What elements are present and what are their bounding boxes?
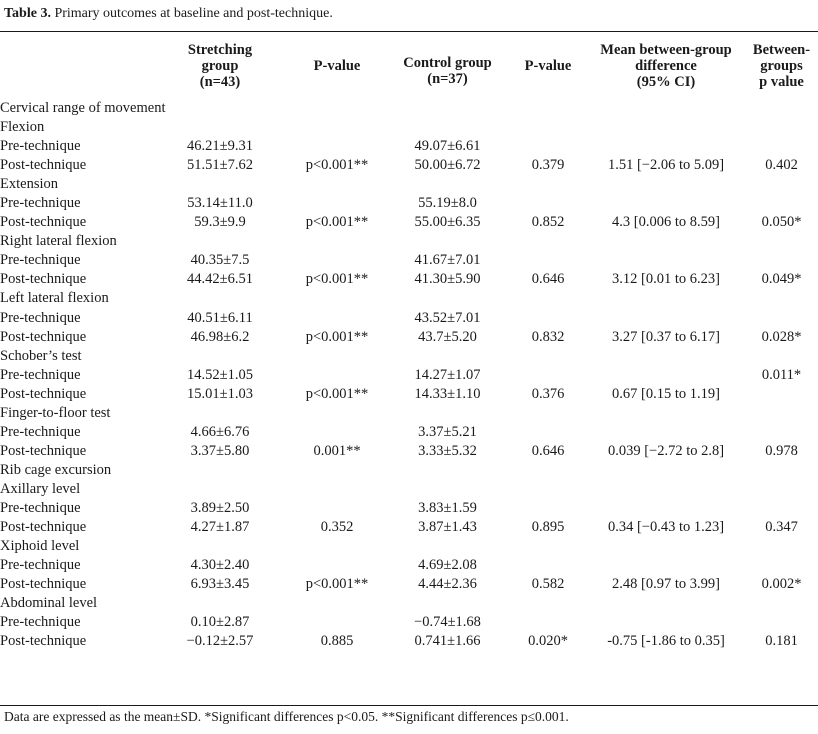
table-row — [0, 251, 818, 270]
table-row — [0, 385, 818, 404]
mean-difference: 4.3 [0.006 to 8.59] — [612, 214, 720, 231]
table-header — [0, 33, 818, 99]
between-groups-p-value — [745, 556, 818, 575]
between-groups-p-value — [745, 251, 818, 270]
stretching-value: 46.21±9.31 — [187, 138, 253, 155]
row-label: Pre-technique — [0, 557, 81, 574]
stretching-p-value: p<0.001** — [305, 576, 369, 593]
table-row — [0, 499, 818, 518]
table-title: Primary outcomes at baseline and post-technique. — [50, 6, 333, 21]
between-groups-p-value: 0.011* — [761, 366, 802, 383]
control-value: 14.33±1.10 — [414, 385, 481, 402]
control-value: 55.19±8.0 — [418, 195, 477, 212]
section-row — [0, 461, 818, 480]
row-label: Post-technique — [0, 576, 87, 593]
stretching-value: 3.37±5.80 — [190, 442, 250, 459]
section-row — [0, 594, 818, 613]
section-row — [0, 175, 818, 194]
stretching-value: 4.66±6.76 — [190, 423, 250, 440]
control-p-value — [509, 613, 587, 632]
control-p-value: 0.020* — [528, 633, 568, 650]
stretching-p-value — [288, 423, 386, 442]
table-row — [0, 366, 818, 385]
row-label: Pre-technique — [0, 366, 81, 383]
control-p-value — [509, 423, 587, 442]
table-row — [0, 270, 818, 289]
mean-difference: -0.75 [-1.86 to 0.35] — [607, 633, 725, 650]
between-groups-p-value — [745, 385, 818, 404]
section-label: Abdominal level — [0, 595, 98, 612]
control-value: 4.44±2.36 — [418, 576, 477, 593]
row-label: Post-technique — [0, 271, 87, 288]
bottom-rule — [0, 705, 818, 706]
stretching-value: 4.27±1.87 — [190, 519, 250, 536]
stretching-value: 14.52±1.05 — [187, 366, 253, 383]
between-groups-p-value: 0.402 — [765, 157, 798, 174]
mean-difference — [587, 194, 745, 213]
between-groups-p-value: 0.347 — [765, 519, 798, 536]
table-row — [0, 575, 818, 594]
section-label: Extension — [0, 176, 58, 193]
stretching-value: 53.14±11.0 — [187, 195, 253, 212]
row-label: Post-technique — [0, 519, 87, 536]
stretching-p-value — [288, 556, 386, 575]
row-label: Pre-technique — [0, 195, 81, 212]
mean-difference: 0.67 [0.15 to 1.19] — [612, 385, 720, 402]
stretching-value: 3.89±2.50 — [190, 500, 250, 516]
mean-difference: 1.51 [−2.06 to 5.09] — [607, 157, 725, 174]
stretching-p-value: 0.352 — [320, 519, 354, 536]
header-p-value-stretching: P-value — [313, 58, 361, 74]
control-value: 3.87±1.43 — [418, 519, 477, 536]
control-value: 0.741±1.66 — [414, 633, 481, 650]
control-value: 50.00±6.72 — [414, 157, 481, 174]
mean-difference — [587, 366, 745, 385]
control-value: 3.83±1.59 — [418, 500, 477, 516]
section-label: Cervical range of movement — [0, 100, 166, 117]
stretching-value: 4.30±2.40 — [190, 557, 250, 574]
row-label: Post-technique — [0, 633, 87, 650]
table-body — [0, 99, 818, 651]
control-value: 3.33±5.32 — [418, 442, 477, 459]
stretching-value: 6.93±3.45 — [190, 576, 250, 593]
row-label: Pre-technique — [0, 500, 81, 516]
section-row — [0, 232, 818, 251]
section-label: Flexion — [0, 119, 45, 136]
stretching-value: 59.3±9.9 — [194, 214, 246, 231]
section-label: Axillary level — [0, 480, 81, 497]
stretching-p-value: p<0.001** — [305, 271, 369, 288]
control-p-value — [509, 194, 587, 213]
stretching-value: 40.35±7.5 — [190, 252, 250, 269]
row-label: Post-technique — [0, 157, 87, 174]
table-row — [0, 194, 818, 213]
mean-difference — [587, 423, 745, 442]
between-groups-p-value — [745, 613, 818, 632]
mean-difference — [587, 137, 745, 156]
stretching-p-value: 0.001** — [313, 442, 361, 459]
stretching-p-value — [288, 137, 386, 156]
stretching-p-value: p<0.001** — [305, 157, 369, 174]
table-row — [0, 328, 818, 347]
section-label: Right lateral flexion — [0, 233, 117, 250]
table-row — [0, 156, 818, 175]
control-p-value: 0.379 — [531, 157, 565, 174]
between-groups-p-value — [745, 309, 818, 328]
between-groups-p-value: 0.002* — [761, 576, 802, 593]
section-row — [0, 289, 818, 308]
mean-difference: 0.039 [−2.72 to 2.8] — [607, 442, 725, 459]
between-groups-p-value — [745, 137, 818, 156]
stretching-p-value — [288, 366, 386, 385]
header-p-value-control: P-value — [524, 58, 572, 74]
mean-difference — [587, 251, 745, 270]
row-label: Post-technique — [0, 214, 87, 231]
row-label: Pre-technique — [0, 252, 81, 269]
stretching-p-value — [288, 499, 386, 518]
stretching-value: 15.01±1.03 — [187, 385, 253, 402]
section-label: Left lateral flexion — [0, 290, 109, 307]
table-row — [0, 518, 818, 537]
control-value: 43.7±5.20 — [418, 328, 477, 345]
between-groups-p-value — [745, 423, 818, 442]
header-stretching-group: Stretching group (n=43) — [187, 42, 253, 90]
table-caption — [4, 5, 333, 23]
stretching-value: 40.51±6.11 — [187, 309, 253, 326]
between-groups-p-value: 0.181 — [765, 633, 798, 650]
section-row — [0, 99, 818, 118]
control-p-value: 0.646 — [531, 442, 565, 459]
control-p-value: 0.646 — [531, 271, 565, 288]
row-label: Pre-technique — [0, 138, 81, 155]
stretching-p-value — [288, 251, 386, 270]
between-groups-p-value: 0.049* — [761, 271, 802, 288]
stretching-p-value: p<0.001** — [305, 328, 369, 345]
stretching-p-value: p<0.001** — [305, 214, 369, 231]
section-row — [0, 537, 818, 556]
top-rule — [0, 31, 818, 32]
table-row — [0, 213, 818, 232]
control-value: 4.69±2.08 — [418, 557, 477, 574]
control-value: 41.30±5.90 — [414, 271, 481, 288]
control-p-value: 0.895 — [531, 519, 565, 536]
control-value: 55.00±6.35 — [414, 214, 481, 231]
control-value: 49.07±6.61 — [414, 138, 481, 155]
control-p-value: 0.832 — [531, 328, 565, 345]
table-footnote: Data are expressed as the mean±SD. *Significant differences p<0.05. **Significant differences p≤0.001. — [4, 709, 569, 724]
table-row — [0, 613, 818, 632]
row-label: Pre-technique — [0, 309, 81, 326]
mean-difference: 3.12 [0.01 to 6.23] — [612, 271, 720, 288]
control-value: 14.27±1.07 — [414, 366, 481, 383]
header-empty — [0, 33, 152, 99]
stretching-p-value — [288, 309, 386, 328]
table-row — [0, 309, 818, 328]
stretching-value: −0.12±2.57 — [186, 633, 254, 650]
section-label: Schober’s test — [0, 347, 82, 364]
section-label: Xiphoid level — [0, 538, 80, 555]
control-value: 43.52±7.01 — [414, 309, 481, 326]
stretching-p-value: p<0.001** — [305, 385, 369, 402]
control-p-value: 0.852 — [531, 214, 565, 231]
between-groups-p-value — [745, 499, 818, 518]
mean-difference: 3.27 [0.37 to 6.17] — [612, 328, 720, 345]
mean-difference: 2.48 [0.97 to 3.99] — [612, 576, 720, 593]
control-p-value — [509, 366, 587, 385]
stretching-p-value — [288, 194, 386, 213]
table-row — [0, 423, 818, 442]
mean-difference — [587, 309, 745, 328]
control-p-value: 0.582 — [531, 576, 565, 593]
mean-difference — [587, 613, 745, 632]
header-mean-difference: Mean between-group difference (95% CI) — [600, 42, 732, 90]
control-value: 41.67±7.01 — [414, 252, 481, 269]
section-label: Finger-to-floor test — [0, 404, 111, 421]
control-value: 3.37±5.21 — [418, 423, 477, 440]
stretching-p-value — [288, 613, 386, 632]
section-row — [0, 480, 818, 499]
control-p-value — [509, 556, 587, 575]
table-row — [0, 556, 818, 575]
control-p-value: 0.376 — [531, 385, 565, 402]
stretching-p-value: 0.885 — [320, 633, 354, 650]
row-label: Post-technique — [0, 442, 87, 459]
table-row — [0, 137, 818, 156]
header-between-groups: Between- groups p value — [752, 42, 811, 90]
table-row — [0, 632, 818, 651]
row-label: Post-technique — [0, 328, 87, 345]
row-label: Pre-technique — [0, 423, 81, 440]
between-groups-p-value: 0.050* — [761, 214, 802, 231]
stretching-value: 44.42±6.51 — [187, 271, 253, 288]
stretching-value: 51.51±7.62 — [187, 157, 253, 174]
section-label: Rib cage excursion — [0, 461, 112, 478]
table-row — [0, 442, 818, 461]
mean-difference — [587, 556, 745, 575]
stretching-value: 46.98±6.2 — [190, 328, 250, 345]
control-p-value — [509, 499, 587, 518]
row-label: Post-technique — [0, 385, 87, 402]
control-p-value — [509, 251, 587, 270]
table-label: Table 3. — [4, 6, 51, 21]
control-value: −0.74±1.68 — [414, 614, 481, 631]
row-label: Pre-technique — [0, 614, 81, 631]
mean-difference: 0.34 [−0.43 to 1.23] — [607, 519, 725, 536]
between-groups-p-value: 0.028* — [761, 328, 802, 345]
stretching-value: 0.10±2.87 — [190, 614, 250, 631]
control-p-value — [509, 137, 587, 156]
header-control-group: Control group (n=37) — [403, 55, 492, 87]
control-p-value — [509, 309, 587, 328]
between-groups-p-value — [745, 194, 818, 213]
section-row — [0, 404, 818, 423]
outcomes-table — [0, 33, 818, 651]
section-row — [0, 347, 818, 366]
between-groups-p-value: 0.978 — [765, 442, 798, 459]
section-row — [0, 118, 818, 137]
mean-difference — [587, 499, 745, 518]
